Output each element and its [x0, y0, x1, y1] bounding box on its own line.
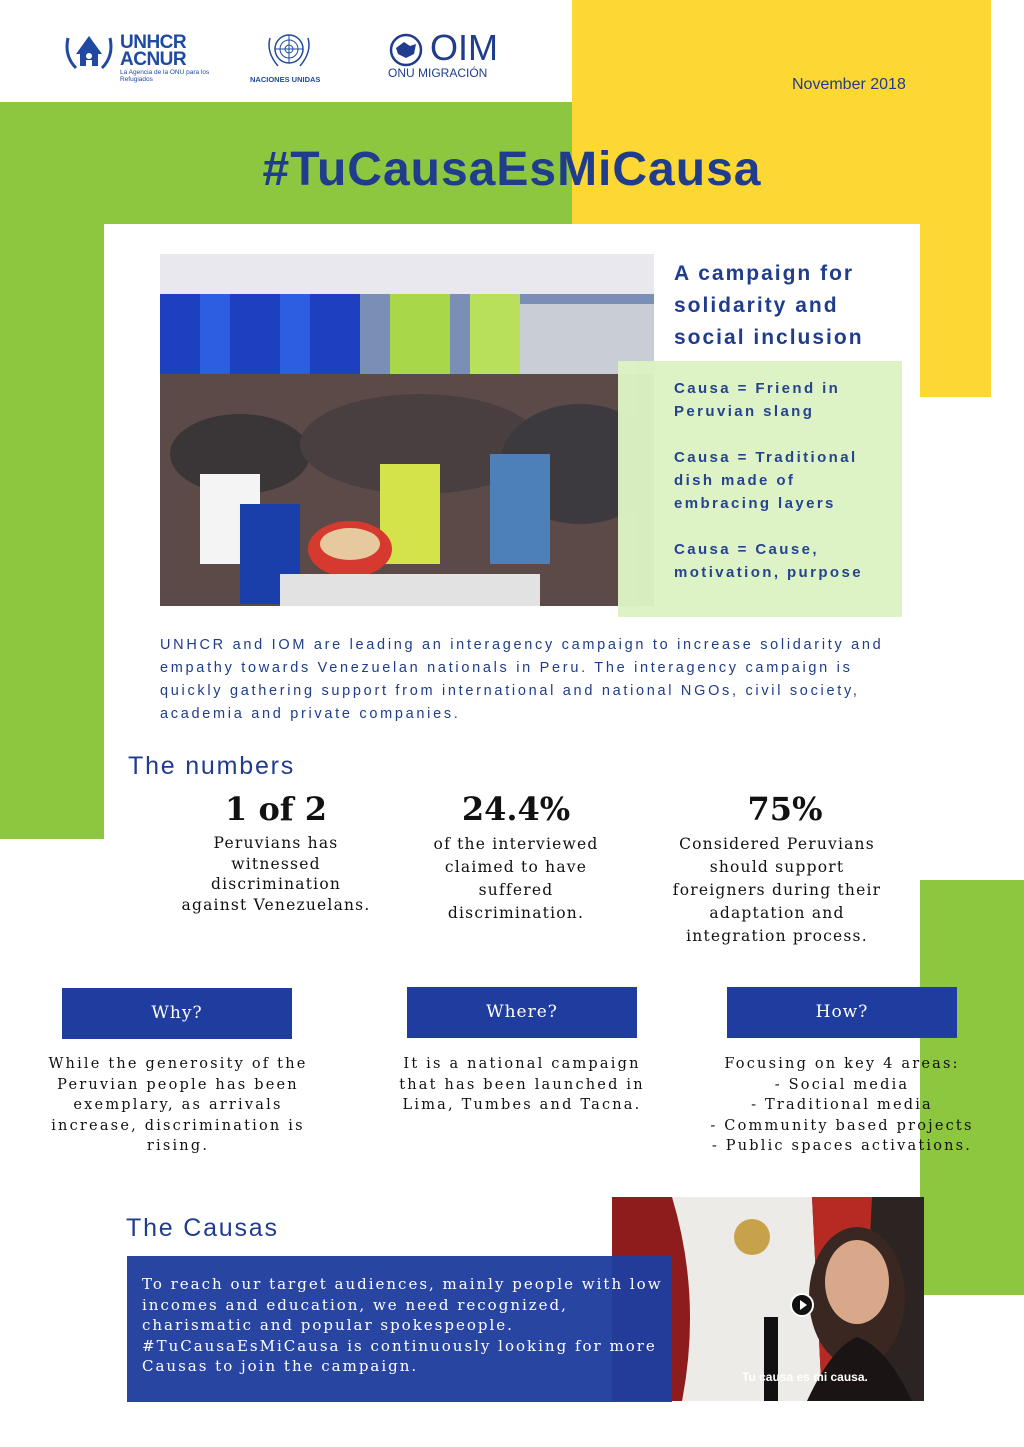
un-globe-icon	[264, 28, 314, 70]
stat-value-support-foreigners: 75%	[747, 790, 823, 828]
why-text: While the generosity of the Peruvian people has been exemplary, as arrivals increase, discrimination is rising.	[48, 1056, 308, 1154]
how-list-intro: Focusing on key 4 areas:	[724, 1056, 960, 1072]
definition-dish: Causa = Traditional dish made of embracing layers	[674, 449, 858, 512]
stat-desc-discrimination-witnessed: Peruvians has witnessed discrimination against Venezuelans.	[181, 834, 371, 914]
how-label: How?	[727, 987, 957, 1038]
play-icon[interactable]	[790, 1293, 814, 1317]
oim-logo-text: OIM	[430, 27, 498, 68]
why-label: Why?	[62, 988, 292, 1039]
causas-description: To reach our target audiences, mainly people with low incomes and education, we need recognized, charismatic and popular spokespeople. #TuCausaEsMiCausa is continuously looking for more Causas to join the campaign.	[142, 1275, 663, 1375]
oim-globe-icon	[388, 32, 424, 68]
unhcr-laurel-icon	[62, 30, 116, 74]
definition-friend: Causa = Friend in Peruvian slang	[674, 380, 841, 420]
where-text: It is a national campaign that has been launched in Lima, Tumbes and Tacna.	[399, 1056, 645, 1113]
how-list-item: - Traditional media	[751, 1097, 933, 1113]
how-list	[700, 1054, 984, 1157]
how-list-item: - Social media	[774, 1076, 910, 1093]
stat-desc-discrimination-suffered: of the interviewed claimed to have suffered discrimination.	[433, 835, 599, 922]
un-logo-text: NACIONES UNIDAS	[250, 75, 321, 84]
where-label: Where?	[407, 987, 637, 1038]
intro-paragraph: UNHCR and IOM are leading an interagency campaign to increase solidarity and empathy towards Venezuelan nationals in Peru. The interagency campaign is quickly gathering support from international and national NGOs, civil society, academia and private companies.	[160, 637, 884, 722]
causas-heading: The Causas	[126, 1214, 279, 1242]
how-list-item: - Community based projects	[710, 1117, 974, 1134]
campaign-subtitle: A campaign for solidarity and social inclusion	[674, 262, 864, 349]
stat-value-discrimination-witnessed: 1 of 2	[225, 790, 327, 828]
publication-date: November 2018	[792, 76, 906, 93]
definition-cause: Causa = Cause, motivation, purpose	[674, 541, 863, 581]
page-title: #TuCausaEsMiCausa	[262, 143, 762, 196]
unhcr-logo-text: UNHCR ACNUR	[120, 32, 187, 70]
stat-value-discrimination-suffered: 24.4%	[461, 790, 571, 828]
green-left-bar	[0, 224, 104, 839]
campaign-event-photo	[160, 254, 654, 606]
stat-desc-support-foreigners: Considered Peruvians should support foreigners during their adaptation and integration process.	[672, 835, 882, 945]
video-caption: Tu causa es mi causa.	[742, 1370, 868, 1384]
causa-definitions-box	[618, 361, 902, 617]
unhcr-tagline: La Agencia de la ONU para los Refugiados	[120, 69, 210, 83]
numbers-heading: The numbers	[128, 752, 296, 780]
how-list-item: - Public spaces activations.	[711, 1138, 973, 1154]
oim-tagline: ONU MIGRACIÓN	[388, 66, 488, 80]
